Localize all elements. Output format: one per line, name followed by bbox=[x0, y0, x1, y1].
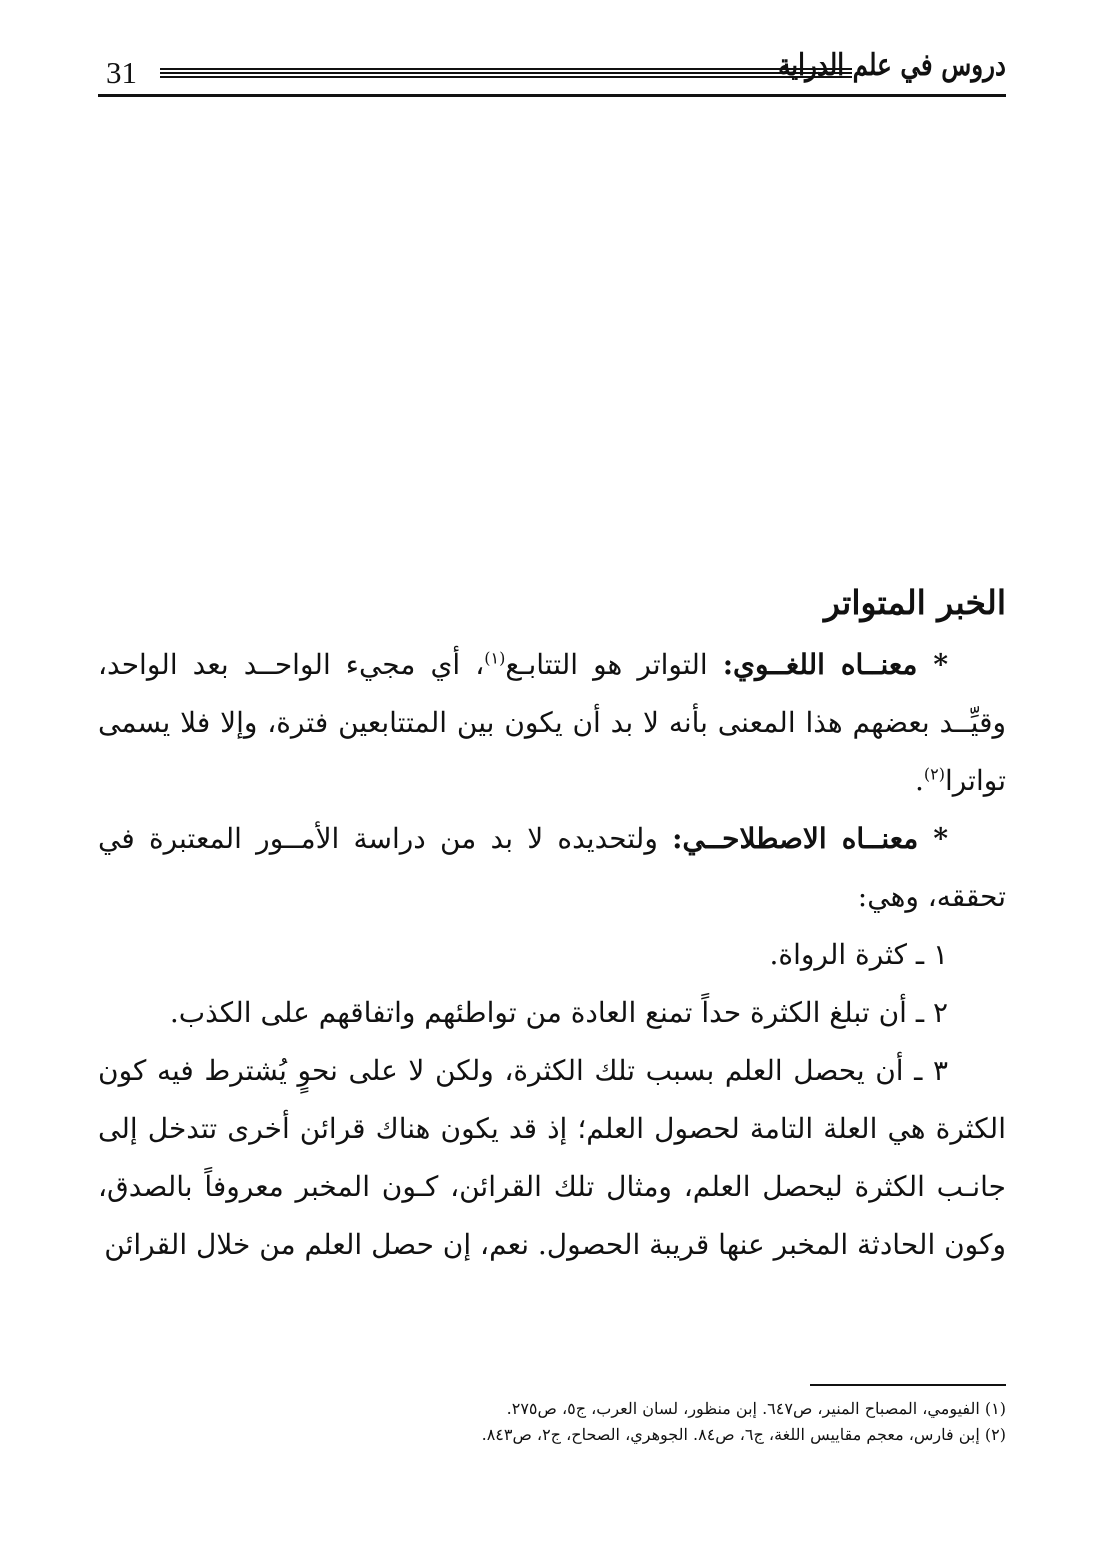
linguistic-meaning-text-b: ، أي مجيء الواحــد بعد الواحد، وقيِّــد بعضهم هذا المعنى بأنه لا بد أن يكون بين المتتابعين فترة، وإلا فلا يسمى تواترا bbox=[98, 648, 1006, 797]
header-decorative-lines bbox=[160, 68, 852, 80]
footnote-ref-2: (٢) bbox=[923, 764, 945, 784]
linguistic-meaning-heading: * معنــاه اللغــوي: bbox=[722, 648, 948, 681]
page-number: 31 bbox=[106, 55, 137, 90]
condition-item-3: ٣ ـ أن يحصل العلم بسبب تلك الكثرة، ولكن لا على نحوٍ يُشترط فيه كون الكثرة هي العلة التامة لحصول العلم؛ إذ قد يكون هناك قرائن أخرى تتدخل إلى جانـب الكثرة ليحصل العلم، ومثال تلك القرائن، كـون المخبر معروفاً بالصدق، وكون الحادثة المخبر عنها قريبة الحصول. نعم، إن حصل العلم من خلال القرائن bbox=[98, 1054, 1006, 1261]
footnotes bbox=[98, 1384, 1006, 1448]
footnote-1: (١) الفيومي، المصباح المنير، ص٦٤٧. إبن منظور، لسان العرب، ج٥، ص٢٧٥. bbox=[506, 1399, 1006, 1418]
footnote-2: (٢) إبن فارس، معجم مقاييس اللغة، ج٦، ص٨٤. الجوهري، الصحاح، ج٢، ص٨٤٣. bbox=[481, 1425, 1006, 1444]
footnote-rule bbox=[810, 1384, 1006, 1386]
paragraph-technical-meaning bbox=[98, 810, 1006, 926]
paragraph-linguistic-meaning bbox=[98, 636, 1006, 810]
condition-item-2: ٢ ـ أن تبلغ الكثرة حداً تمنع العادة من تواطئهم واتفاقهم على الكذب. bbox=[169, 996, 948, 1029]
technical-meaning-text: ولتحديده لا بد من دراسة الأمــور المعتبرة في تحققه، وهي: bbox=[98, 822, 1006, 913]
condition-item-1: ١ ـ كثرة الرواة. bbox=[769, 938, 948, 971]
section-title: الخبر المتواتر bbox=[823, 583, 1006, 622]
technical-meaning-heading: * معنــاه الاصطلاحــي: bbox=[672, 822, 948, 855]
header-rule bbox=[98, 94, 1006, 97]
linguistic-meaning-text-c: . bbox=[914, 764, 924, 797]
linguistic-meaning-text-a: التواتر هو التتابـع bbox=[505, 648, 723, 681]
footnote-ref-1: (١) bbox=[484, 648, 506, 668]
book-title-calligraphy: دروس في علم الدراية bbox=[778, 48, 1006, 83]
page-header bbox=[98, 40, 1006, 100]
page-body bbox=[98, 570, 1006, 1274]
